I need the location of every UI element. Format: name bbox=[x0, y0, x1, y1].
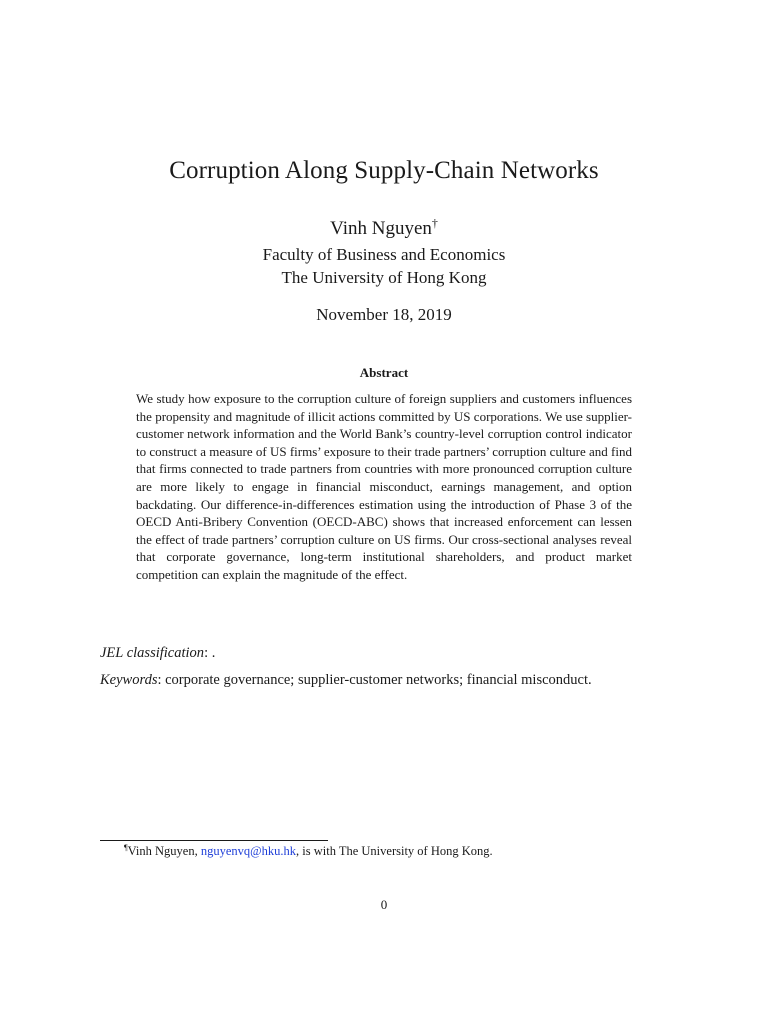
author-name: Vinh Nguyen bbox=[330, 218, 432, 239]
footnote-divider bbox=[100, 840, 328, 841]
author-footnote-mark[interactable]: † bbox=[431, 216, 438, 230]
abstract-heading: Abstract bbox=[359, 365, 409, 380]
keywords bbox=[100, 670, 592, 690]
author-line bbox=[0, 216, 768, 242]
footnote-suffix: , is with The University of Hong Kong. bbox=[296, 844, 493, 858]
jel-value: : . bbox=[204, 645, 216, 661]
paper-title: Corruption Along Supply-Chain Networks bbox=[169, 157, 599, 184]
abstract-text: We study how exposure to the corruption culture of foreign suppliers and customers influences the propensity and magnitude of illicit actions committed by US corporations. We use supplier-customer network information and the World Bank’s country-level corruption control indicator to construct a measure of US firms’ exposure to their trade partners’ corruption culture and find that firms connected to trade partners from countries with more pronounced corruption culture are more likely to engage in financial misconduct, earnings management, and option backdating. Our difference-in-differences estimation using the introduction of Phase 3 of the OECD Anti-Bribery Convention (OECD-ABC) shows that increased enforcement can lessen the effect of trade partners’ corruption culture on US firms. Our cross-sectional analyses reveal that corporate governance, long-term institutional shareholders, and product market competition can explain the magnitude of the effect. bbox=[136, 391, 632, 582]
keywords-value: : corporate governance; supplier-customer networks; financial misconduct. bbox=[157, 672, 592, 688]
footnote-mark: ¶ bbox=[124, 843, 128, 852]
jel-label: JEL classification bbox=[100, 645, 205, 661]
footnote-prefix: Vinh Nguyen, bbox=[127, 844, 201, 858]
page-number: 0 bbox=[380, 897, 388, 912]
jel-classification bbox=[100, 643, 215, 663]
paper-date: November 18, 2019 bbox=[316, 305, 452, 324]
affiliation-faculty: Faculty of Business and Economics bbox=[262, 245, 506, 264]
footnote bbox=[124, 843, 493, 860]
keywords-label: Keywords bbox=[100, 672, 158, 688]
author-email-link[interactable]: nguyenvq@hku.hk bbox=[200, 844, 297, 858]
affiliation-university: The University of Hong Kong bbox=[281, 268, 487, 287]
